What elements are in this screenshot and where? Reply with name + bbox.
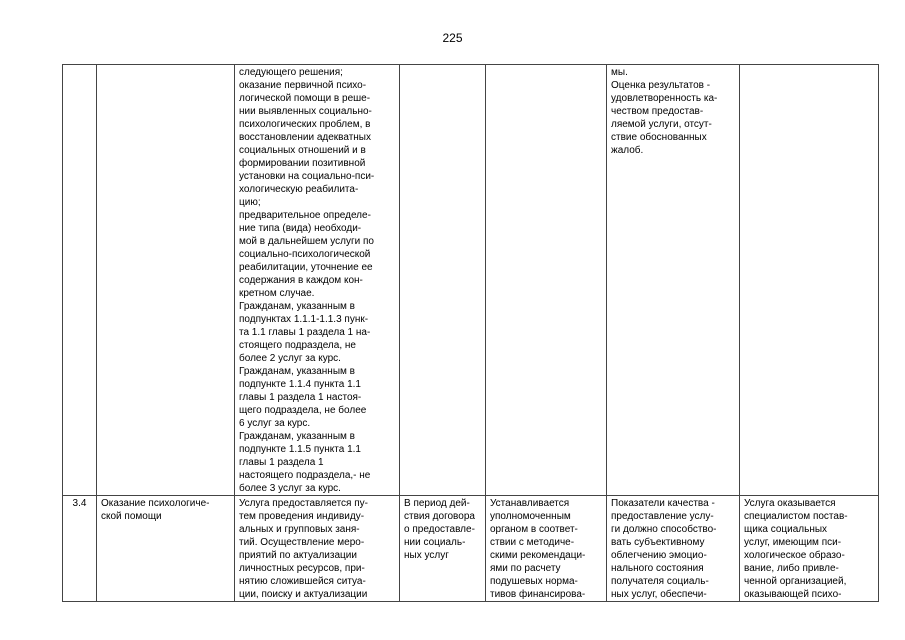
service-description-cell: Услуга предоставляется пу- тем проведения индивиду- альных и групповых заня- тий. Осуществление меро- приятий по актуализации личностных ресурсов, при- нятию сложившейся ситуа- ции, поиску и актуализации: [235, 496, 400, 602]
service-term-cell: В период дей- ствия договора о предоставле- нии социаль- ных услуг: [400, 496, 486, 602]
service-quality-cell: Показатели качества - предоставление услу- ги должно способство- вать субъективному облегчению эмоцио- нального состояния получателя социаль- ных услуг, обеспечи-: [607, 496, 740, 602]
row-number-cell: [63, 65, 97, 496]
service-conditions-cell: Услуга оказывается специалистом постав- щика социальных услуг, имеющим пси- хологическое образо- вание, либо привле- ченной организацией, оказывающей психо-: [740, 496, 879, 602]
row-number-cell: 3.4: [63, 496, 97, 602]
service-name-cell: Оказание психологиче- ской помощи: [97, 496, 235, 602]
service-quality-cell: мы. Оценка результатов - удовлетворенность ка- чеством предостав- ляемой услуги, отсут- ствие обоснованных жалоб.: [607, 65, 740, 496]
page-number: 225: [442, 31, 463, 45]
service-term-cell: [400, 65, 486, 496]
table-row: [63, 65, 879, 496]
service-norm-cell: [486, 65, 607, 496]
table-row: [63, 496, 879, 602]
service-conditions-cell: [740, 65, 879, 496]
service-description-cell: следующего решения; оказание первичной психо- логической помощи в реше- нии выявленных социально- психологических проблем, в восстановлении адекватных социальных отношений и в формировании позитивной установки на социально-пси- хологическую реабилита- цию; предварительное определе- ние типа (вида) необходи- мой в дальнейшем услуги по социально-психологической реабилитации, уточнение ее содержания в каждом кон- кретном случае. Гражданам, указанным в подпунктах 1.1.1-1.1.3 пунк- та 1.1 главы 1 раздела 1 на- стоящего подраздела, не более 2 услуг за курс. Гражданам, указанным в подпункте 1.1.4 пункта 1.1 главы 1 раздела 1 настоя- щего подраздела, не более 6 услуг за курс. Гражданам, указанным в подпункте 1.1.5 пункта 1.1 главы 1 раздела 1 настоящего подраздела,- не более 3 услуг за курс.: [235, 65, 400, 496]
service-name-cell: [97, 65, 235, 496]
services-table: [62, 64, 879, 602]
service-norm-cell: Устанавливается уполномоченным органом в соответ- ствии с методиче- скими рекомендаци- ями по расчету подушевых норма- тивов финансирова-: [486, 496, 607, 602]
